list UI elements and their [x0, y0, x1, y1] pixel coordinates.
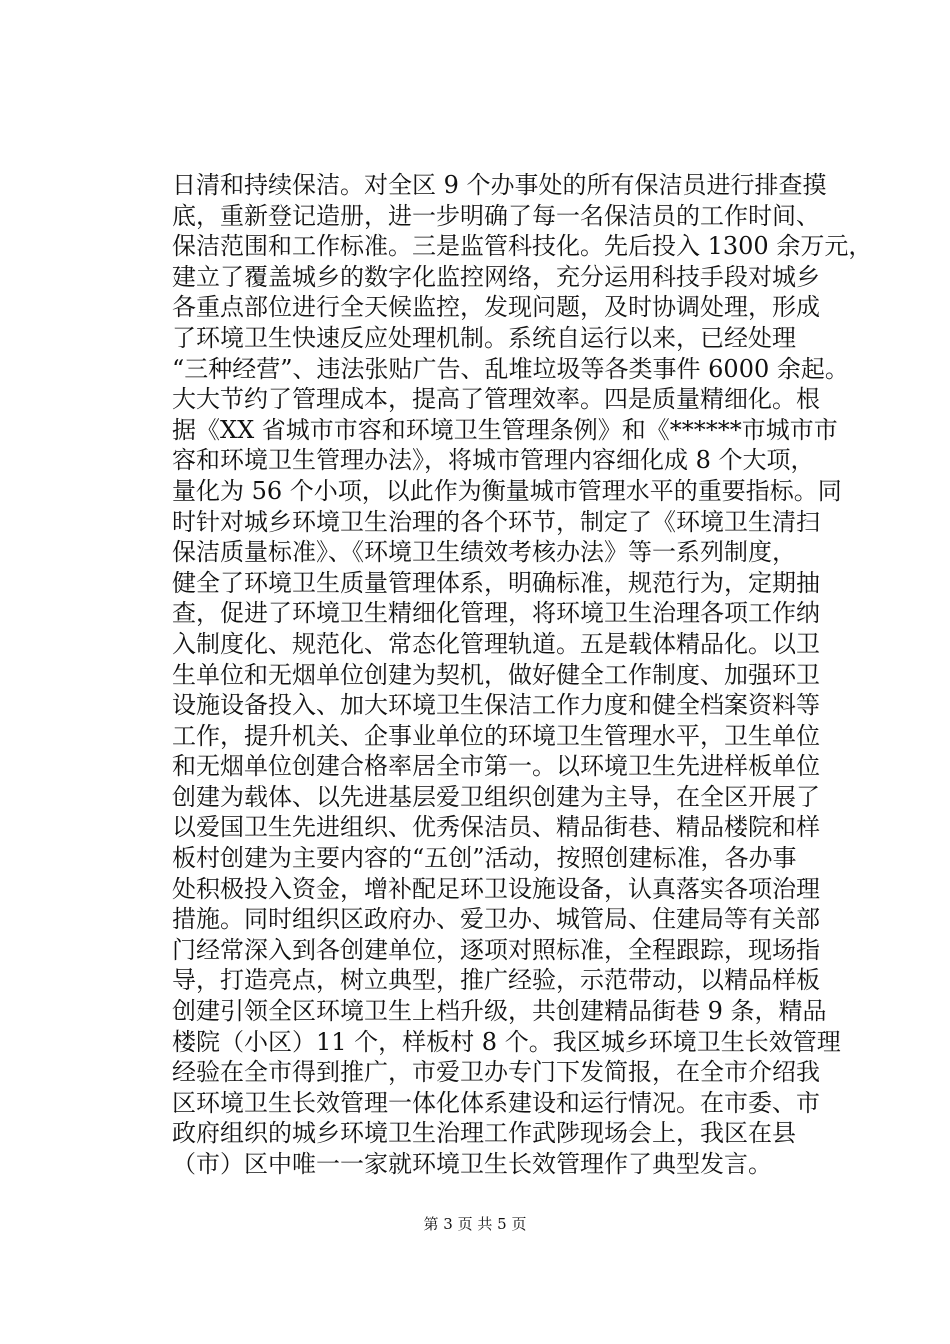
text-line: 保洁质量标准》、《环境卫生绩效考核办法》等一系列制度， — [172, 538, 796, 567]
text-line: 区环境卫生长效管理一体化体系建设和运行情况。在市委、市 — [172, 1088, 820, 1117]
text-line: （市）区中唯一一家就环境卫生长效管理作了典型发言。 — [172, 1150, 772, 1178]
text-line: 政府组织的城乡环境卫生治理工作武陟现场会上，我区在县 — [172, 1119, 796, 1148]
text-line: 时针对城乡环境卫生治理的各个环节，制定了《环境卫生清扫 — [172, 507, 820, 536]
text-line: 措施。同时组织区政府办、爱卫办、城管局、住建局等有关部 — [172, 905, 820, 934]
text-line: 查，促进了环境卫生精细化管理，将环境卫生治理各项工作纳 — [172, 599, 820, 628]
text-line: 创建为载体、以先进基层爱卫组织创建为主导，在全区开展了 — [172, 782, 820, 811]
text-line: 经验在全市得到推广，市爱卫办专门下发简报，在全市介绍我 — [172, 1058, 820, 1087]
text-line: “三种经营”、违法张贴广告、乱堆垃圾等各类事件 6000 余起。 — [172, 354, 849, 383]
text-line: 导，打造亮点，树立典型，推广经验，示范带动，以精品样板 — [172, 966, 820, 995]
text-line: 设施设备投入、加大环境卫生保洁工作力度和健全档案资料等 — [172, 691, 820, 720]
text-line: 楼院（小区）11 个，样板村 8 个。我区城乡环境卫生长效管理 — [172, 1027, 841, 1056]
text-line: 板村创建为主要内容的“五创”活动，按照创建标准，各办事 — [172, 844, 797, 873]
text-line: 以爱国卫生先进组织、优秀保洁员、精品街巷、精品楼院和样 — [172, 813, 820, 842]
text-line: 量化为 56 个小项，以此作为衡量城市管理水平的重要指标。同 — [172, 476, 842, 505]
text-line: 容和环境卫生管理办法》，将城市管理内容细化成 8 个大项， — [172, 446, 815, 475]
text-line: 了环境卫生快速反应处理机制。系统自运行以来，已经处理 — [172, 323, 796, 352]
text-line: 建立了覆盖城乡的数字化监控网络，充分运用科技手段对城乡 — [172, 262, 820, 291]
text-line: 各重点部位进行全天候监控，发现问题，及时协调处理，形成 — [172, 293, 820, 322]
text-line: 门经常深入到各创建单位，逐项对照标准，全程跟踪，现场指 — [172, 935, 820, 964]
text-line: 据《XX 省城市市容和环境卫生管理条例》和《******市城市市 — [172, 415, 838, 444]
text-line: 大大节约了管理成本，提高了管理效率。四是质量精细化。根 — [172, 385, 820, 414]
text-line: 保洁范围和工作标准。三是监管科技化。先后投入 1300 余万元， — [172, 232, 873, 261]
body-paragraph — [172, 170, 873, 1180]
text-line: 生单位和无烟单位创建为契机，做好健全工作制度、加强环卫 — [172, 660, 820, 689]
text-line: 底，重新登记造册，进一步明确了每一名保洁员的工作时间、 — [172, 201, 820, 230]
text-line: 创建引领全区环境卫生上档升级，共创建精品街巷 9 条，精品 — [172, 997, 827, 1026]
text-line: 健全了环境卫生质量管理体系，明确标准，规范行为，定期抽 — [172, 568, 820, 597]
text-line: 日清和持续保洁。对全区 9 个办事处的所有保洁员进行排查摸 — [172, 171, 827, 199]
text-line: 入制度化、规范化、常态化管理轨道。五是载体精品化。以卫 — [172, 629, 820, 658]
text-line: 工作，提升机关、企事业单位的环境卫生管理水平，卫生单位 — [172, 721, 820, 750]
page-footer: 第 3 页 共 5 页 — [423, 1215, 527, 1233]
text-line: 处积极投入资金，增补配足环卫设施设备，认真落实各项治理 — [172, 874, 820, 903]
text-line: 和无烟单位创建合格率居全市第一。以环境卫生先进样板单位 — [172, 752, 820, 781]
